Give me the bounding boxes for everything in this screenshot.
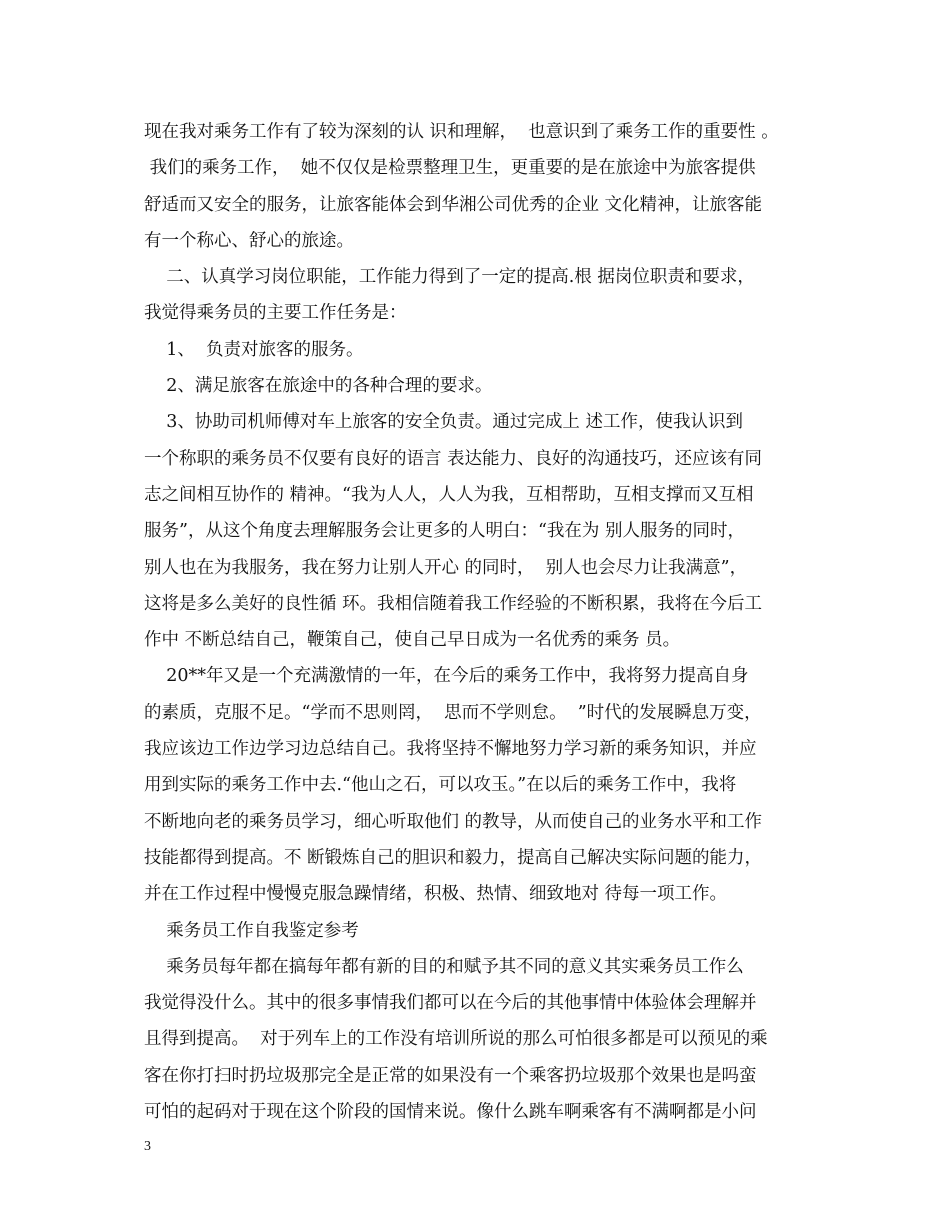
text-line: 一个称职的乘务员不仅要有良好的语言 表达能力、良好的沟通技巧，还应该有同 xyxy=(144,448,763,469)
section-heading: 乘务员工作自我鉴定参考 xyxy=(144,920,359,941)
text-line: 的素质，克服不足。“学而不思则罔， 思而不学则怠。 ”时代的发展瞬息万变， xyxy=(144,702,762,723)
text-line: 用到实际的乘务工作中去.“他山之石，可以攻玉。”在以后的乘务工作中，我将 xyxy=(144,775,737,796)
text-line: 不断地向老的乘务员学习，细心听取他们 的教导，从而使自己的业务水平和工作 xyxy=(144,811,763,832)
text-line: 我觉得没什么。其中的很多事情我们都可以在今后的其他事情中体验体会理解并 xyxy=(144,993,757,1014)
text-line: 并在工作过程中慢慢克服急躁情绪，积极、热情、细致地对 待每一项工作。 xyxy=(144,884,728,905)
text-line: 20**年又是一个充满激情的一年，在今后的乘务工作中，我将努力提高自身 xyxy=(144,666,749,687)
list-item: 1、 负责对旅客的服务。 xyxy=(144,339,364,360)
text-line: 可怕的起码对于现在这个阶段的国情来说。像什么跳车啊乘客有不满啊都是小问 xyxy=(144,1102,757,1123)
text-line: 有一个称心、舒心的旅途。 xyxy=(144,230,354,251)
text-line: 且得到提高。 对于列车上的工作没有培训所说的那么可怕很多都是可以预见的乘 xyxy=(144,1029,768,1050)
list-item: 2、满足旅客在旅途中的各种合理的要求。 xyxy=(144,376,493,397)
text-line: 二、认真学习岗位职能，工作能力得到了一定的提高.根 据岗位职责和要求， xyxy=(144,267,755,288)
text-line: 我应该边工作边学习边总结自己。我将坚持不懈地努力学习新的乘务知识，并应 xyxy=(144,739,757,760)
text-line: 服务”，从这个角度去理解服务会让更多的人明白：“我在为 别人服务的同时， xyxy=(144,521,745,542)
text-line: 志之间相互协作的 精神。“我为人人，人人为我，互相帮助，互相支撑而又互相 xyxy=(144,484,754,505)
text-line: 现在我对乘务工作有了较为深刻的认 识和理解， 也意识到了乘务工作的重要性 。 xyxy=(144,122,779,142)
page-number: 3 xyxy=(144,1139,151,1154)
text-line: 我们的乘务工作， 她不仅仅是检票整理卫生，更重要的是在旅途中为旅客提供 xyxy=(144,158,756,179)
text-line: 这将是多么美好的良性循 环。我相信随着我工作经验的不断积累，我将在今后工 xyxy=(144,593,763,614)
text-line: 作中 不断总结自己，鞭策自己，使自己早日成为一名优秀的乘务 员。 xyxy=(144,630,681,651)
text-line: 舒适而又安全的服务，让旅客能体会到华湘公司优秀的企业 文化精神，让旅客能 xyxy=(144,194,763,215)
list-item: 3、协助司机师傅对车上旅客的安全负责。通过完成上 述工作，使我认识到 xyxy=(144,412,743,433)
text-line: 我觉得乘务员的主要工作任务是： xyxy=(144,303,407,324)
document-body xyxy=(144,114,820,1130)
text-line: 技能都得到提高。不 断锻炼自己的胆识和毅力，提高自己解决实际问题的能力， xyxy=(144,847,763,868)
text-line: 客在你打扫时扔垃圾那完全是正常的如果没有一个乘客扔垃圾那个效果也是吗蛮 xyxy=(144,1065,757,1086)
text-line: 别人也在为我服务，我在努力让别人开心 的同时， 别人也会尽力让我满意”， xyxy=(144,557,748,578)
text-line: 乘务员每年都在搞每年都有新的目的和赋予其不同的意义其实乘务员工作么 xyxy=(144,956,744,977)
